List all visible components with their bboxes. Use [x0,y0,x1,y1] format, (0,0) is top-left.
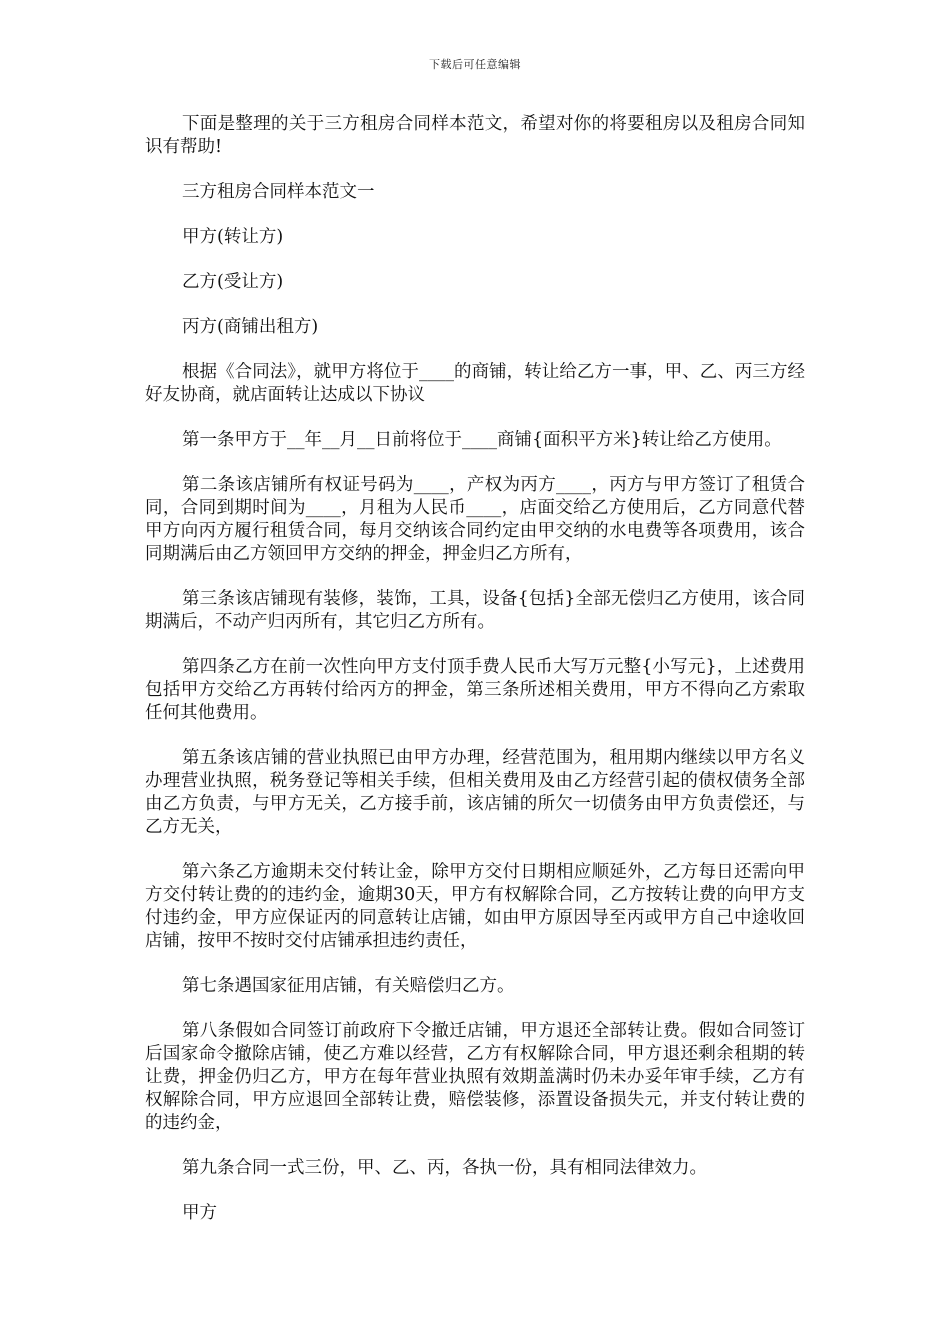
party-a-line: 甲方(转让方) [182,227,284,247]
party-c-line: 丙方(商铺出租方) [182,317,319,337]
article-3: 第三条该店铺现有装修，装饰，工具，设备{包括}全部无偿归乙方使用，该合同期满后，不动产归丙所有，其它归乙方所有。 [145,589,805,632]
page-header: 下载后可任意编辑 [429,58,521,71]
article-6: 第六条乙方逾期未交付转让金，除甲方交付日期相应顺延外，乙方每日还需向甲方交付转让费的的违约金，逾期30天，甲方有权解除合同，乙方按转让费的向甲方支付违约金，甲方应保证丙的同意转让店铺，如由甲方原因导至丙或甲方自己中途收回店铺，按甲不按时交付店铺承担违约责任， [145,862,805,951]
article-4: 第四条乙方在前一次性向甲方支付顶手费人民币大写万元整{小写元}，上述费用包括甲方交给乙方再转付给丙方的押金，第三条所述相关费用，甲方不得向乙方索取任何其他费用。 [145,657,805,723]
article-8: 第八条假如合同签订前政府下令撤迁店铺，甲方退还全部转让费。假如合同签订后国家命令撤除店铺，使乙方难以经营，乙方有权解除合同，甲方退还剩余租期的转让费，押金仍归乙方，甲方在每年营业执照有效期盖满时仍未办妥年审手续，乙方有权解除合同，甲方应退回全部转让费，赔偿装修，添置设备损失元，并支付转让费的的违约金， [145,1021,805,1133]
intro-paragraph: 下面是整理的关于三方租房合同样本范文，希望对你的将要租房以及租房合同知识有帮助! [145,114,805,157]
article-2: 第二条该店铺所有权证号码为____，产权为丙方____，丙方与甲方签订了租赁合同，合同到期时间为____，月租为人民币____，店面交给乙方使用后，乙方同意代替甲方向丙方履行租赁合同，每月交纳该合同约定由甲交纳的水电费等各项费用，该合同期满后由乙方领回甲方交纳的押金，押金归乙方所有， [145,475,805,564]
section-title: 三方租房合同样本范文一 [182,182,375,202]
article-5: 第五条该店铺的营业执照已由甲方办理，经营范围为，租用期内继续以甲方名义办理营业执照，税务登记等相关手续，但相关费用及由乙方经营引起的债权债务全部由乙方负责，与甲方无关，乙方接手前，该店铺的所欠一切债务由甲方负责偿还，与乙方无关， [145,748,805,837]
article-9: 第九条合同一式三份，甲、乙、丙，各执一份，具有相同法律效力。 [182,1158,707,1178]
signature-party-a: 甲方 [182,1203,217,1223]
party-b-line: 乙方(受让方) [182,272,284,292]
preamble-paragraph: 根据《合同法》，就甲方将位于____的商铺，转让给乙方一事，甲、乙、丙三方经好友协商，就店面转让达成以下协议 [145,362,805,405]
document-body [145,113,805,1247]
article-1: 第一条甲方于__年__月__日前将位于____商铺{面积平方米}转让给乙方使用。 [182,430,782,450]
article-7: 第七条遇国家征用店铺，有关赔偿归乙方。 [182,976,515,996]
